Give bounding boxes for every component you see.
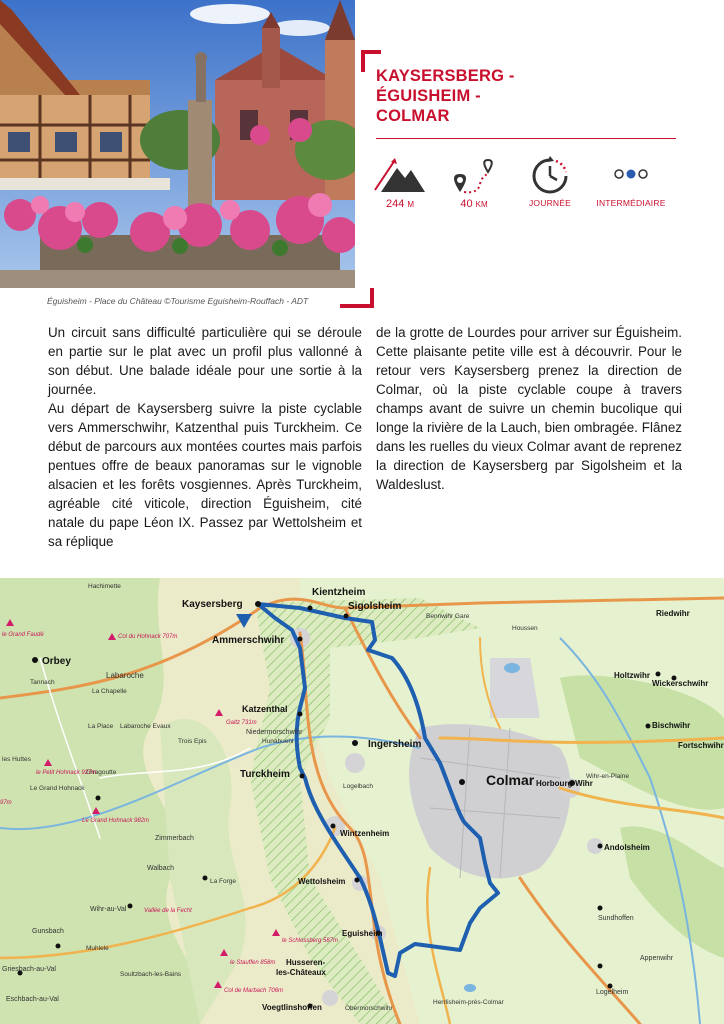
hero-photo — [0, 0, 355, 288]
map-label: Herrlisheim-près-Colmar — [433, 999, 504, 1006]
map-label: Wihr-en-Plaine — [586, 773, 629, 780]
map-label: le Stauffen 858m — [230, 960, 276, 966]
map-label: Kaysersberg — [182, 599, 243, 610]
route-pin-icon — [448, 156, 500, 194]
map-label: Wettolsheim — [298, 877, 346, 886]
map-label: Hunabuehl — [262, 738, 294, 745]
map-label: Vallée de la Fecht — [144, 908, 192, 914]
map-label: Riedwihr — [656, 609, 690, 618]
paragraph: Au départ de Kaysersberg suivre la piste cyclable vers Ammerschwihr, Katzenthal puis Turckheim. Ce début de parcours aux montées courtes mais parfois pentues offre de beaux panoramas sur le vignoble alsacien et les forêts vosgiennes. Après Turckheim, agréable cité viticole, direction Éguisheim, cité natale du pape Léon IX. Passez par Wettolsheim et sa réplique — [48, 401, 362, 549]
title-divider — [376, 138, 676, 139]
map-label: Bischwihr — [652, 721, 691, 730]
map-label: Wickerschwihr — [652, 679, 709, 688]
map-label: Logelheim — [596, 989, 629, 996]
map-label: Col du Hohnack 707m — [118, 634, 178, 640]
map-label: les-Châteaux — [276, 968, 326, 977]
map-label: Katzenthal — [242, 704, 288, 714]
description-left-column — [48, 323, 362, 551]
map-label: Walbach — [147, 865, 174, 872]
map-label: Zimmerbach — [155, 835, 194, 842]
map-label: Tannach — [30, 679, 55, 686]
map-label: Gunsbach — [32, 928, 64, 935]
title-line: KAYSERSBERG - — [376, 67, 515, 85]
difficulty-stat — [594, 156, 668, 208]
description-right-column — [376, 323, 682, 494]
map-label: Muhlele — [86, 945, 109, 952]
map-label: Orbey — [42, 656, 71, 667]
map-label: Giragoutte — [86, 769, 117, 776]
map-label: Holtzwihr — [614, 671, 650, 680]
map-label: Trois Epis — [178, 738, 207, 745]
map-label: Kientzheim — [312, 587, 366, 598]
map-label: Turckheim — [240, 769, 290, 780]
route-map — [0, 578, 724, 1024]
map-label: Ammerschwihr — [212, 635, 285, 646]
map-label: Soultzbach-les-Bains — [120, 971, 182, 978]
map-label: Niedermorschwihr — [246, 729, 303, 736]
clock-icon — [530, 156, 570, 194]
map-label: Fortschwihr — [678, 741, 724, 750]
distance-value: 40 — [460, 198, 473, 210]
map-label: Wintzenheim — [340, 829, 390, 838]
corner-decoration — [340, 288, 374, 308]
map-label: Husseren- — [286, 958, 326, 967]
duration-stat — [520, 156, 580, 208]
map-label: Bennwihr Gare — [426, 613, 470, 620]
map-label: Andolsheim — [604, 843, 650, 852]
duration-label: JOURNÉE — [528, 198, 572, 208]
map-label: Horbourg-Wihr — [536, 779, 593, 788]
elevation-unit: M — [407, 200, 415, 209]
map-label: Labaroche — [106, 671, 144, 680]
map-label: Sigolsheim — [348, 601, 402, 612]
map-label: le Schlossberg 587m — [282, 938, 339, 944]
distance-stat — [448, 156, 500, 210]
elevation-value: 244 — [385, 198, 405, 210]
photo-caption: Éguisheim - Place du Château ©Tourisme Eguisheim-Rouffach - ADT — [47, 296, 309, 306]
map-label: Galtz 731m — [226, 720, 257, 726]
difficulty-label: INTERMÉDIAIRE — [596, 198, 666, 208]
distance-unit: KM — [475, 200, 488, 209]
map-label: Hachimette — [88, 583, 121, 590]
map-label: Wihr-au-Val — [90, 906, 127, 913]
map-label: Appenwihr — [640, 955, 674, 962]
map-label: le Petit Hohnack 927m — [36, 770, 97, 776]
map-label: Le Grand Hohnack 982m — [82, 818, 150, 824]
map-label: Labaroche Evaux — [120, 723, 171, 730]
mountain-icon — [373, 156, 427, 194]
paragraph: de la grotte de Lourdes pour arriver sur Éguisheim. Cette plaisante petite ville est à découvrir. Pour le retour vers Kaysersberg prenez la direction de Colmar, où la piste cyclable coupe à travers champs avant de suivre un chemin bucolique qui longe la rivière de la Lauch, bien ombragée. Flânez dans les ruelles du vieux Colmar avant de reprenez la direction de Kaysersberg par Sigolsheim et la Waldeslust. — [376, 325, 682, 492]
map-label: La Forge — [210, 878, 237, 885]
map-label: Ingersheim — [368, 739, 422, 750]
map-label: Obermorschwihr — [345, 1005, 393, 1012]
map-label: Griesbach-au-Val — [2, 966, 56, 973]
map-label: 97m — [0, 800, 12, 806]
map-label: Sundhoffen — [598, 915, 634, 922]
map-label: Eschbach-au-Val — [6, 996, 59, 1003]
map-label: Eguisheim — [342, 929, 383, 938]
title-line: COLMAR — [376, 107, 450, 125]
map-label: Colmar — [486, 772, 535, 788]
title-line: ÉGUISHEIM - — [376, 87, 481, 105]
map-label: Voegtlinshoffen — [262, 1003, 322, 1012]
map-label: les Huttes — [2, 756, 31, 763]
difficulty-dots-icon — [611, 156, 651, 194]
map-label: le Grand Faudé — [2, 632, 44, 638]
map-label: Le Grand Hohnack — [30, 785, 85, 792]
route-title — [376, 66, 676, 126]
map-label: Logelbach — [343, 783, 373, 790]
elevation-stat — [372, 156, 428, 210]
paragraph: Un circuit sans difficulté particulière qui se déroule en partie sur le plat avec un profil plus vallonné à son début. Une balade idéale pour une sortie à la journée. — [48, 325, 362, 397]
map-label: Houssen — [512, 625, 538, 632]
map-label: La Chapelle — [92, 688, 127, 695]
map-label: La Place — [88, 723, 114, 730]
map-label: Col de Marbach 706m — [224, 988, 284, 994]
